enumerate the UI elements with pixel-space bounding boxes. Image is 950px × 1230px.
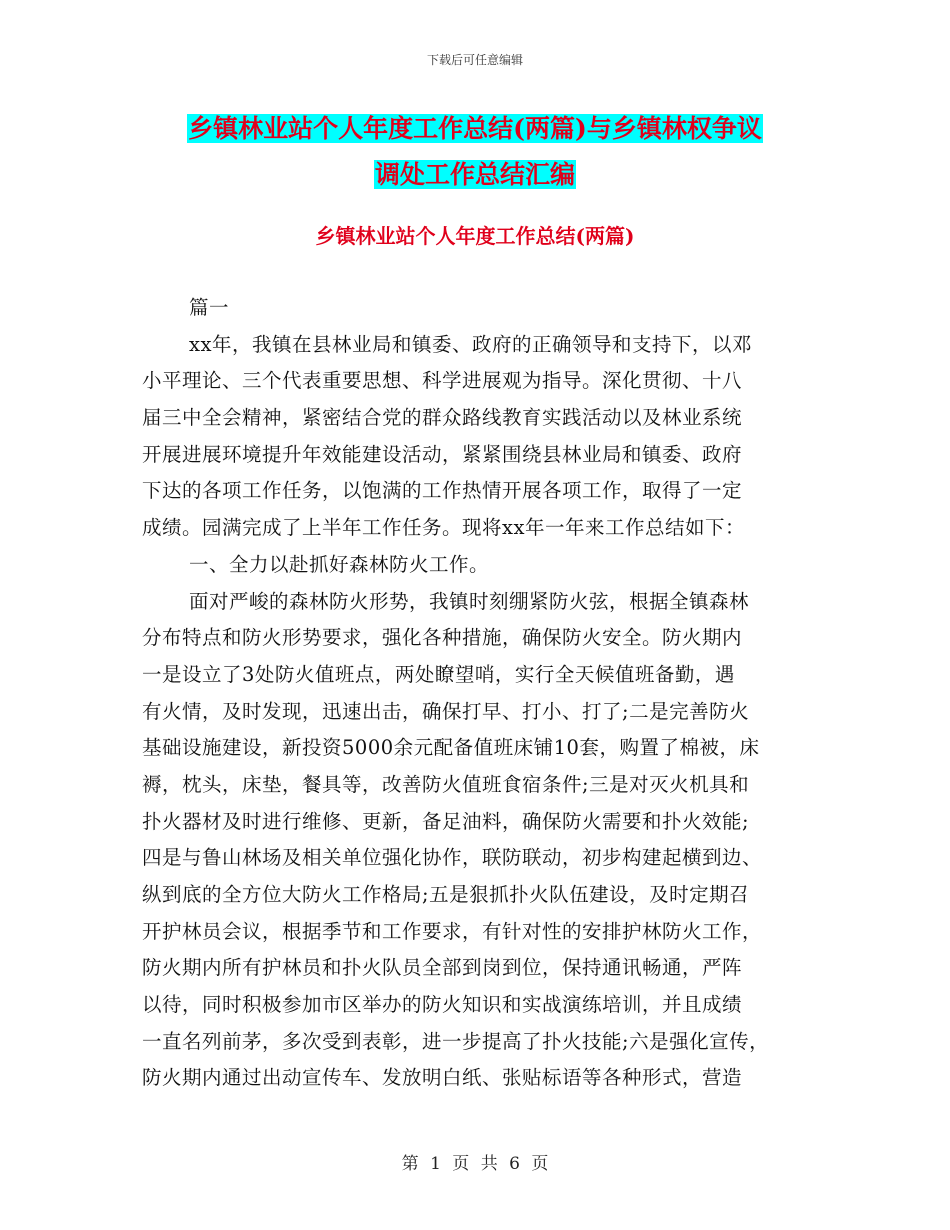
body-text: [142, 290, 816, 1097]
document-title-line-1: 乡镇林业站个人年度工作总结(两篇)与乡镇林权争议: [188, 114, 762, 143]
body-line: 开护林员会议，根据季节和工作要求，有针对性的安排护林防火工作，: [142, 919, 763, 943]
body-line: 褥，枕头，床垫，餐具等，改善防火值班食宿条件;三是对灭火机具和: [142, 772, 750, 796]
body-line: 有火情，及时发现，迅速出击，确保打早、打小、打了;二是完善防火: [142, 699, 750, 723]
page-header-note: 下载后可任意编辑: [426, 53, 523, 67]
body-line: 防火期内通过出动宣传车、发放明白纸、张贴标语等各种形式，营造: [142, 1066, 743, 1090]
body-line: 一直名列前茅，多次受到表彰，进一步提高了扑火技能;六是强化宣传，: [142, 1029, 770, 1053]
body-line: 一是设立了3处防火值班点，两处瞭望哨，实行全天候值班备勤，遇: [142, 662, 735, 686]
body-line: 成绩。园满完成了上半年工作任务。现将xx年一年来工作总结如下：: [142, 516, 745, 540]
body-line: xx年，我镇在县林业局和镇委、政府的正确领导和支持下，以邓: [189, 332, 752, 356]
document-title-line-2: 调处工作总结汇编: [374, 160, 575, 189]
body-line: 基础设施建设，新投资5000余元配备值班床铺10套，购置了棉被，床: [142, 736, 760, 760]
section-title: 乡镇林业站个人年度工作总结(两篇): [315, 224, 635, 248]
body-line: 防火期内所有护林员和扑火队员全部到岗到位，保持通讯畅通，严阵: [142, 956, 743, 980]
document-title: [0, 106, 950, 198]
body-line: 面对严峻的森林防火形势，我镇时刻绷紧防火弦，根据全镇森林: [189, 589, 750, 613]
body-line: 下达的各项工作任务，以饱满的工作热情开展各项工作，取得了一定: [142, 479, 743, 503]
body-line: 以待，同时积极参加市区举办的防火知识和实战演练培训，并且成绩: [142, 993, 743, 1017]
body-line: 开展进展环境提升年效能建设活动，紧紧围绕县林业局和镇委、政府: [142, 442, 743, 466]
body-line: 届三中全会精神，紧密结合党的群众路线教育实践活动以及林业系统: [142, 406, 743, 430]
body-line: 篇一: [189, 296, 230, 319]
body-line: 一、全力以赴抓好森林防火工作。: [189, 552, 490, 576]
body-line: 纵到底的全方位大防火工作格局;五是狠抓扑火队伍建设，及时定期召: [142, 883, 750, 906]
body-line: 四是与鲁山林场及相关单位强化协作，联防联动，初步构建起横到边、: [142, 846, 763, 870]
body-line: 小平理论、三个代表重要思想、科学进展观为指导。深化贯彻、十八: [142, 369, 743, 393]
body-line: 扑火器材及时进行维修、更新，备足油料，确保防火需要和扑火效能;: [142, 809, 750, 833]
body-line: 分布特点和防火形势要求，强化各种措施，确保防火安全。防火期内: [142, 626, 743, 650]
page-number-footer: 第 1 页 共 6 页: [401, 1154, 549, 1174]
